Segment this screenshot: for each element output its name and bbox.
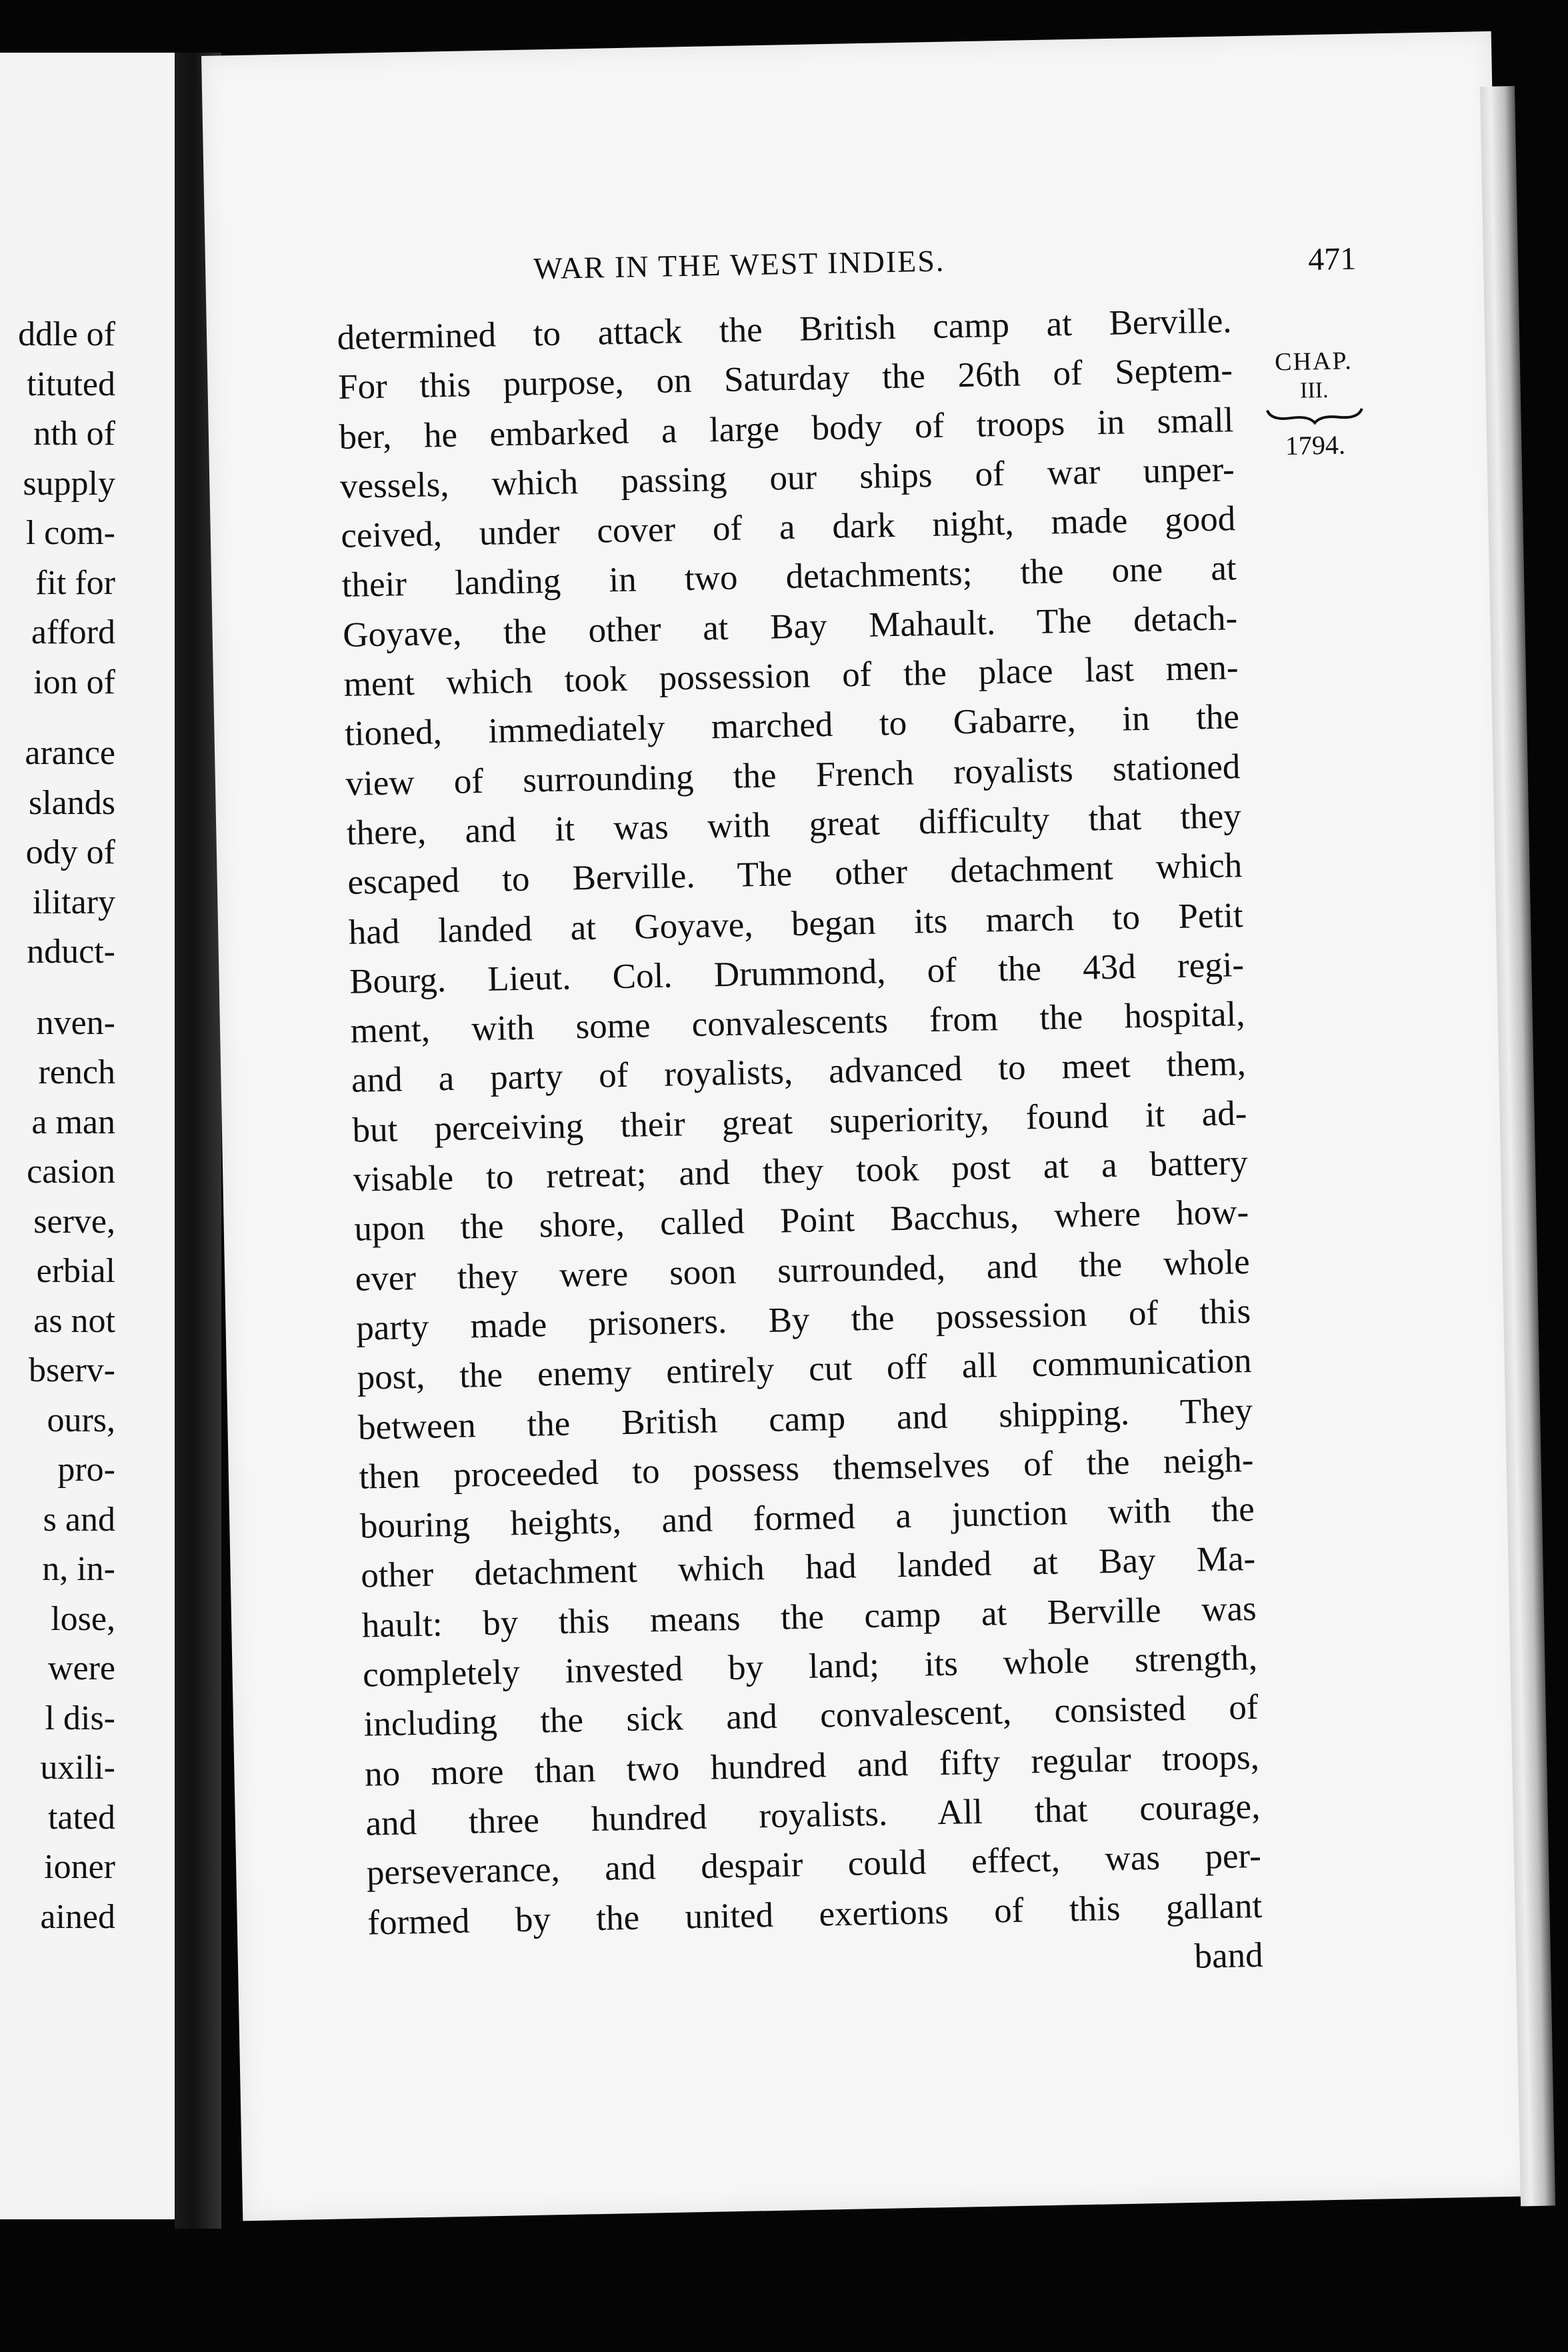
left-fragment-line: rench [38, 1053, 115, 1091]
text-line: but perceiving their great superiority, found it ad- [351, 1093, 1247, 1150]
text-line: upon the shore, called Point Bacchus, where how- [353, 1193, 1249, 1249]
text-line: their landing in two detachments; the one at [341, 549, 1237, 605]
left-fragment-line: l dis- [45, 1699, 115, 1737]
text-line: then proceeded to possess themselves of the neigh- [358, 1440, 1254, 1497]
left-fragment-line: bserv- [29, 1351, 115, 1389]
text-line: ever they were soon surrounded, and the whole [355, 1242, 1251, 1299]
left-fragment-line: supply [23, 464, 115, 503]
text-line: For this purpose, on Saturday the 26th of Septem- [337, 351, 1233, 407]
text-line: Bourg. Lieut. Col. Drummond, of the 43d regi- [349, 945, 1245, 1001]
marginal-note [1253, 345, 1375, 464]
text-line: ceived, under cover of a dark night, made good [340, 499, 1236, 556]
text-line: visable to retreat; and they took post at a battery [353, 1143, 1249, 1199]
left-fragment-line: tated [47, 1798, 115, 1837]
left-fragment-line: ion of [33, 663, 115, 701]
text-line: bouring heights, and formed a junction with the [359, 1490, 1255, 1546]
text-line: tioned, immediately marched to Gabarre, in the [344, 697, 1240, 754]
left-page-text-fragments [18, 310, 115, 1942]
left-fragment-line: fit for [35, 563, 115, 602]
left-fragment-line: serve, [33, 1202, 115, 1241]
text-line: Goyave, the other at Bay Mahault. The detach- [342, 598, 1238, 655]
left-fragment-line: slands [29, 783, 115, 822]
text-line: vessels, which passing our ships of war unper- [339, 450, 1235, 506]
body-text [337, 296, 1263, 1997]
left-fragment-line: pro- [57, 1451, 115, 1489]
left-fragment-line: ilitary [32, 883, 115, 921]
text-line: between the British camp and shipping. They [357, 1391, 1253, 1447]
left-fragment-line: nven- [36, 1003, 115, 1042]
text-line: perseverance, and despair could effect, was per- [366, 1837, 1262, 1893]
text-line: and three hundred royalists. All that courage, [365, 1787, 1261, 1843]
text-line: determined to attack the British camp at Berville. [337, 301, 1233, 357]
text-line: and a party of royalists, advanced to meet them, [351, 1044, 1247, 1101]
left-fragment-line: nduct- [27, 933, 115, 971]
left-fragment-line: ained [40, 1897, 115, 1936]
text-line: hault: by this means the camp at Berville was [361, 1589, 1257, 1645]
text-line: completely invested by land; its whole strength, [362, 1638, 1258, 1695]
text-line: including the sick and convalescent, consisted of [363, 1688, 1259, 1744]
left-fragment-line: s and [43, 1500, 115, 1539]
text-line: party made prisoners. By the possession of this [355, 1291, 1251, 1348]
text-line: view of surrounding the French royalists stationed [345, 747, 1241, 803]
text-line: no more than two hundred and fifty regular troops, [364, 1737, 1260, 1794]
left-fragment-line: ours, [47, 1401, 115, 1439]
left-fragment-line: erbial [36, 1252, 115, 1290]
text-line: had landed at Goyave, began its march to Petit [348, 895, 1244, 952]
left-fragment-line: l com- [25, 514, 115, 552]
left-fragment-line: were [47, 1649, 115, 1687]
left-fragment-line: n, in- [42, 1550, 115, 1588]
left-fragment-line: tituted [27, 365, 115, 403]
left-fragment-line: lose, [51, 1599, 115, 1638]
text-line: there, and it was with great difficulty that they [346, 797, 1242, 853]
running-title: WAR IN THE WEST INDIES. [533, 243, 945, 286]
chapter-number: III. [1299, 377, 1329, 403]
left-fragment-line: arance [25, 734, 115, 772]
left-fragment-line: ody of [25, 833, 115, 871]
left-fragment-line: nth of [33, 415, 115, 453]
left-page [0, 53, 177, 2219]
left-fragment-line: as not [33, 1301, 115, 1340]
curly-brace-icon [1265, 405, 1365, 427]
text-line: ment, with some convalescents from the hospital, [350, 995, 1245, 1051]
left-fragment-line: casion [27, 1153, 115, 1191]
left-fragment-line: ioner [44, 1848, 115, 1886]
margin-year: 1794. [1285, 429, 1346, 461]
text-line: ber, he embarked a large body of troops in small [339, 400, 1234, 457]
left-fragment-line: afford [31, 613, 115, 651]
text-line: formed by the united exertions of this gallant [367, 1886, 1263, 1943]
chapter-label: CHAP. [1274, 347, 1353, 377]
left-fragment-line: a man [31, 1103, 115, 1141]
text-line: escaped to Berville. The other detachment which [347, 846, 1243, 903]
text-line: ment which took possession of the place last men- [343, 648, 1239, 704]
left-fragment-line: uxili- [40, 1749, 115, 1787]
page-number: 471 [1307, 241, 1357, 277]
text-line: post, the enemy entirely cut off all communication [357, 1341, 1252, 1397]
text-line: other detachment which had landed at Bay Ma- [360, 1539, 1256, 1596]
left-fragment-line: ddle of [18, 315, 115, 353]
catchword: band [1193, 1935, 1264, 1976]
